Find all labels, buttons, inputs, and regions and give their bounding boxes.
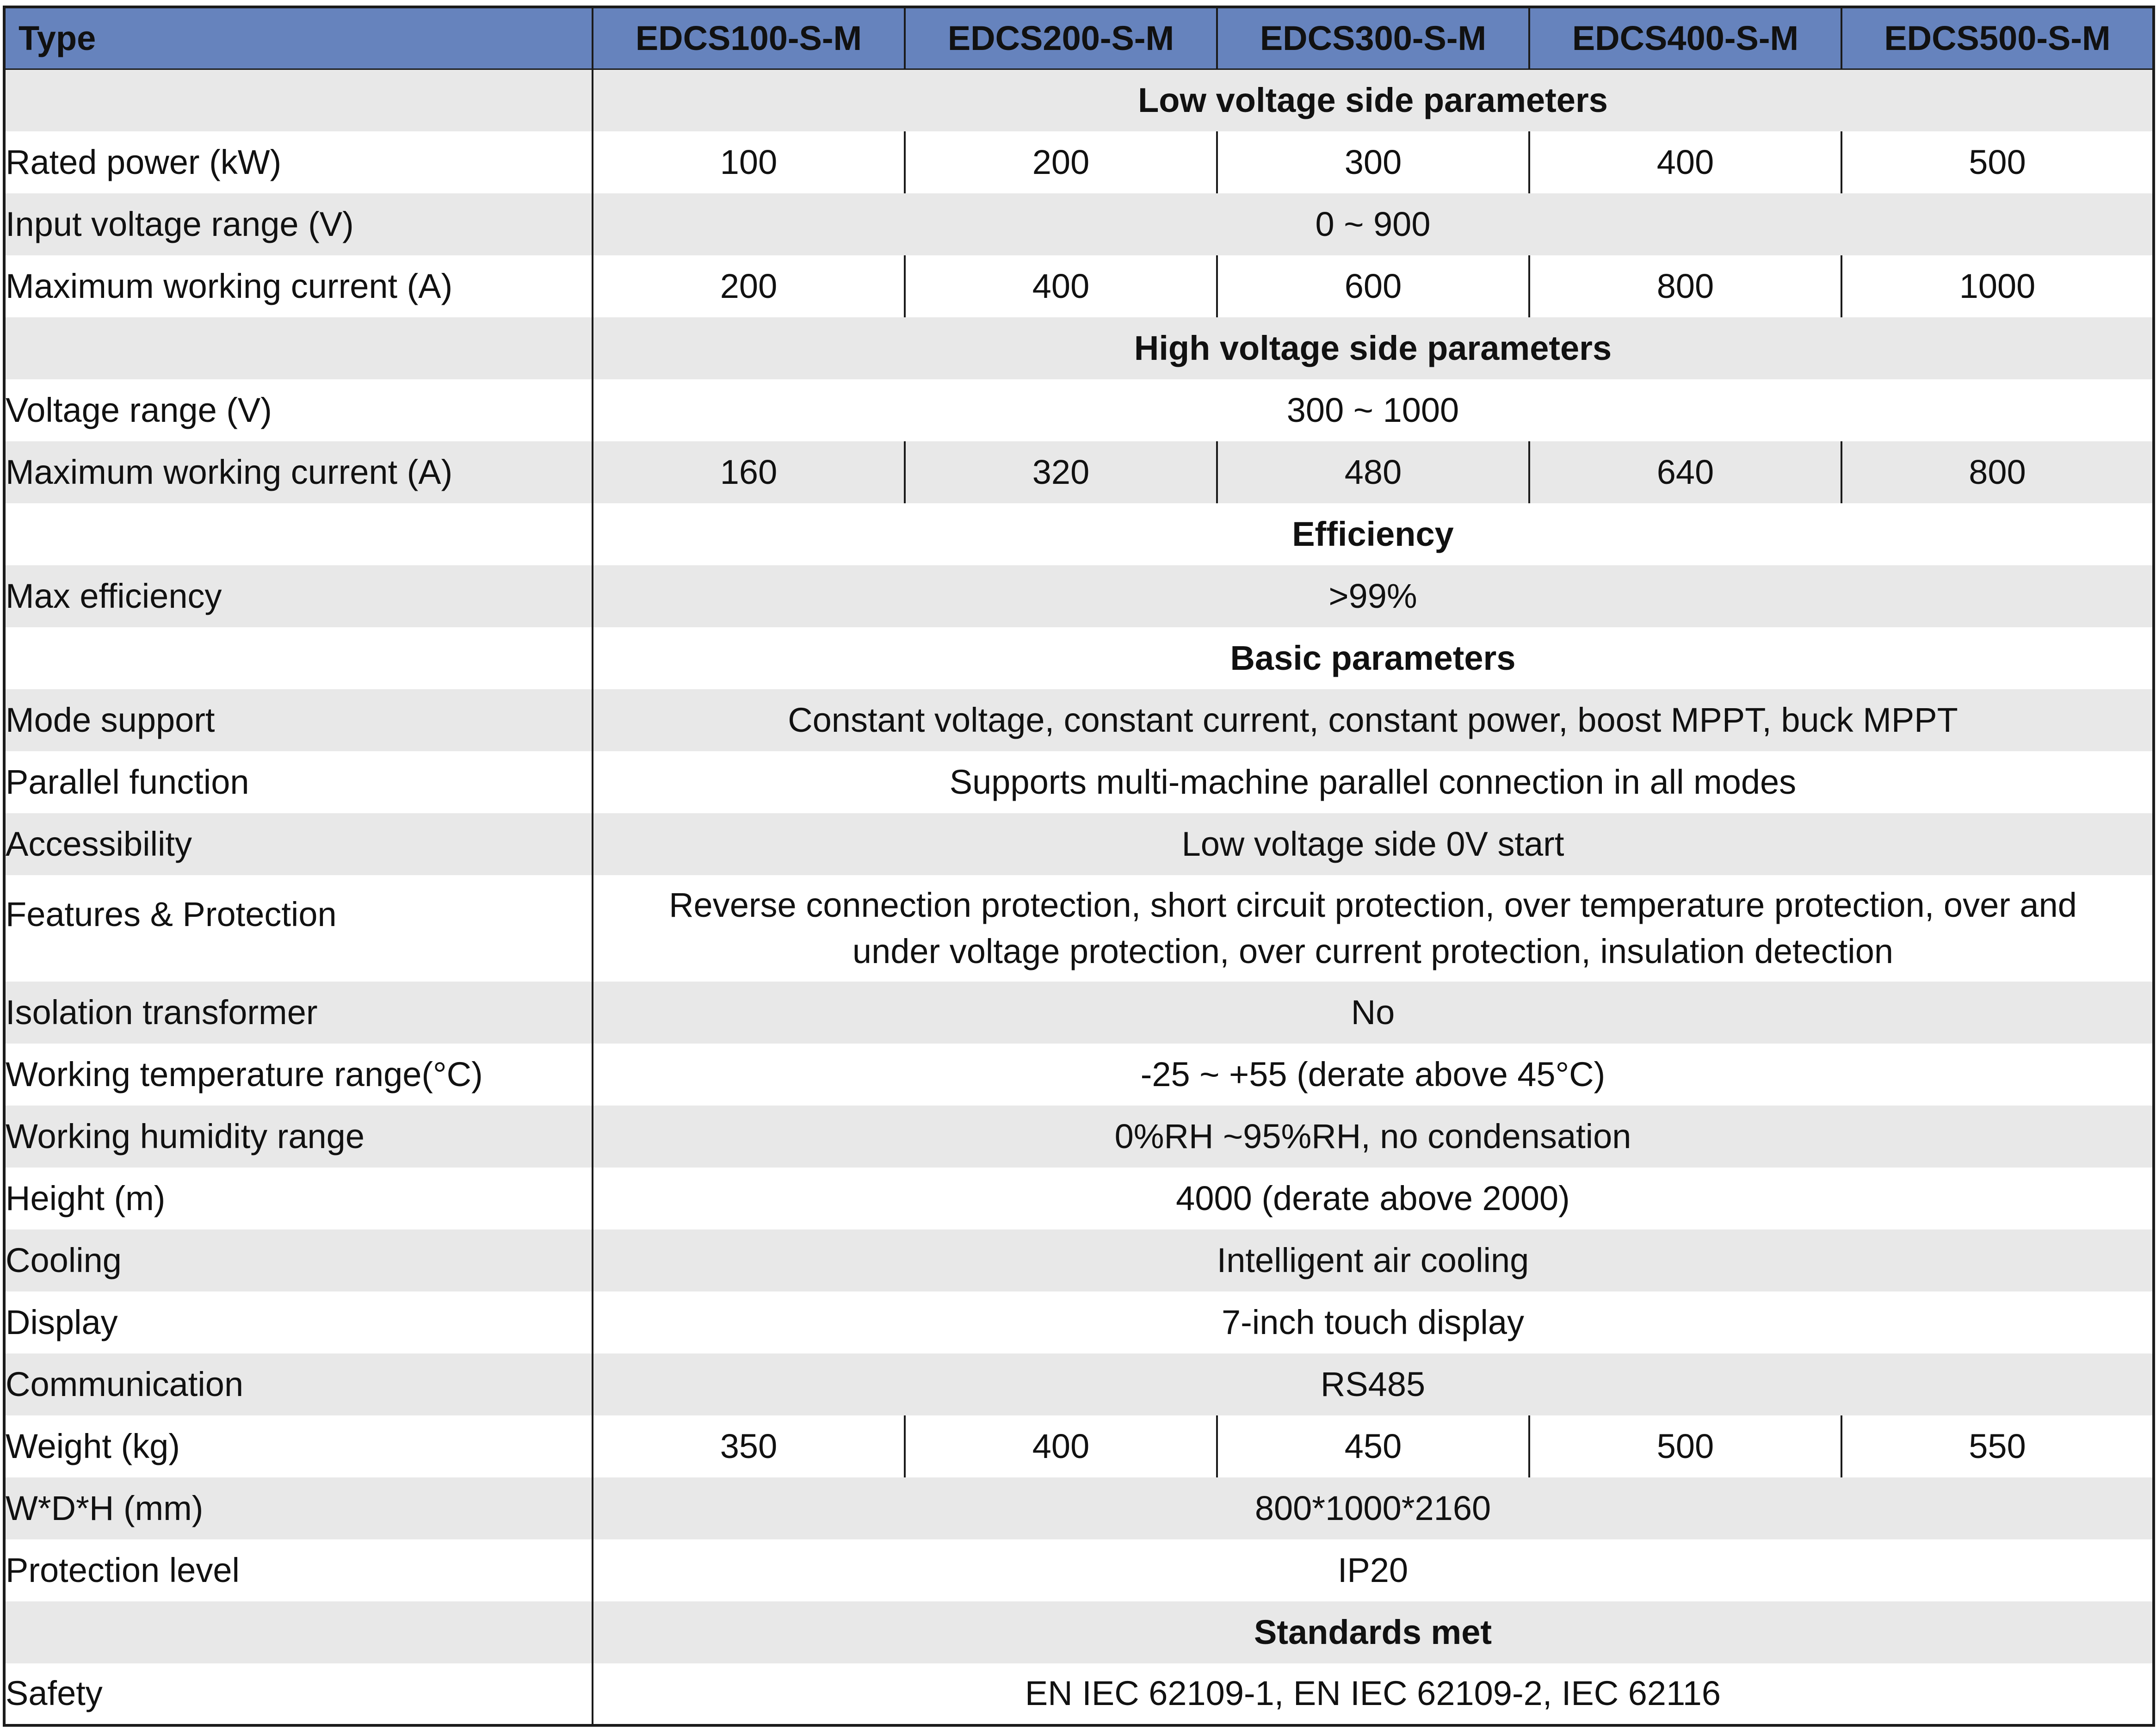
cell-value: 480 (1217, 441, 1529, 503)
row-label: Features & Protection (4, 875, 593, 982)
cell-value: 500 (1529, 1415, 1841, 1477)
cell-value: 320 (905, 441, 1217, 503)
cell-value: 300 ~ 1000 (593, 379, 2154, 441)
row-label: Input voltage range (V) (4, 193, 593, 255)
section-title-high-voltage: High voltage side parameters (593, 317, 2154, 379)
cell-value: 350 (593, 1415, 905, 1477)
row-label: Maximum working current (A) (4, 441, 593, 503)
row-label: Working temperature range(°C) (4, 1044, 593, 1106)
row-input-voltage (4, 193, 2154, 255)
section-row-standards (4, 1601, 2154, 1663)
row-height (4, 1168, 2154, 1229)
row-label: Working humidity range (4, 1106, 593, 1168)
row-parallel-function (4, 751, 2154, 813)
cell-value: -25 ~ +55 (derate above 45°C) (593, 1044, 2154, 1106)
cell-value: 0 ~ 900 (593, 193, 2154, 255)
header-model-3: EDCS300-S-M (1217, 7, 1529, 69)
cell-value: EN IEC 62109-1, EN IEC 62109-2, IEC 62116 (593, 1663, 2154, 1725)
row-safety (4, 1663, 2154, 1725)
cell-value: 200 (593, 255, 905, 317)
section-title-basic: Basic parameters (593, 627, 2154, 689)
cell-value: 200 (905, 131, 1217, 193)
cell-value: 450 (1217, 1415, 1529, 1477)
row-label: Height (m) (4, 1168, 593, 1229)
row-rated-power (4, 131, 2154, 193)
header-model-5: EDCS500-S-M (1841, 7, 2154, 69)
section-label-empty (4, 69, 593, 131)
row-label: Isolation transformer (4, 982, 593, 1044)
row-display (4, 1291, 2154, 1353)
cell-value: 7-inch touch display (593, 1291, 2154, 1353)
cell-value: 400 (1529, 131, 1841, 193)
cell-value: Low voltage side 0V start (593, 813, 2154, 875)
row-weight (4, 1415, 2154, 1477)
table-header (4, 7, 2154, 69)
cell-value: 4000 (derate above 2000) (593, 1168, 2154, 1229)
row-label: Accessibility (4, 813, 593, 875)
row-dimensions (4, 1477, 2154, 1539)
row-communication (4, 1353, 2154, 1415)
spec-table-container (3, 6, 2152, 1727)
cell-value: >99% (593, 565, 2154, 627)
cell-value: 0%RH ~95%RH, no condensation (593, 1106, 2154, 1168)
cell-value: 500 (1841, 131, 2154, 193)
cell-value: Supports multi-machine parallel connection in all modes (593, 751, 2154, 813)
section-row-basic (4, 627, 2154, 689)
section-title-standards: Standards met (593, 1601, 2154, 1663)
row-features-protection (4, 875, 2154, 982)
row-working-temperature (4, 1044, 2154, 1106)
cell-value: 600 (1217, 255, 1529, 317)
row-label: Weight (kg) (4, 1415, 593, 1477)
row-label: Parallel function (4, 751, 593, 813)
row-isolation-transformer (4, 982, 2154, 1044)
row-cooling (4, 1229, 2154, 1291)
row-working-humidity (4, 1106, 2154, 1168)
row-voltage-range (4, 379, 2154, 441)
row-label: Rated power (kW) (4, 131, 593, 193)
section-title-efficiency: Efficiency (593, 503, 2154, 565)
spec-table (3, 6, 2155, 1727)
cell-value: 160 (593, 441, 905, 503)
row-accessibility (4, 813, 2154, 875)
cell-value: 550 (1841, 1415, 2154, 1477)
row-label: Maximum working current (A) (4, 255, 593, 317)
header-model-1: EDCS100-S-M (593, 7, 905, 69)
header-model-2: EDCS200-S-M (905, 7, 1217, 69)
cell-value: Constant voltage, constant current, constant power, boost MPPT, buck MPPT (593, 689, 2154, 751)
row-protection-level (4, 1539, 2154, 1601)
cell-value: Intelligent air cooling (593, 1229, 2154, 1291)
cell-value: 300 (1217, 131, 1529, 193)
cell-value: 800*1000*2160 (593, 1477, 2154, 1539)
row-label: Communication (4, 1353, 593, 1415)
cell-value: Reverse connection protection, short circuit protection, over temperature protection, over and under voltage protection, over current protection, insulation detection (593, 875, 2154, 982)
row-label: Voltage range (V) (4, 379, 593, 441)
section-row-efficiency (4, 503, 2154, 565)
section-label-empty (4, 1601, 593, 1663)
cell-value: 400 (905, 255, 1217, 317)
row-label: Protection level (4, 1539, 593, 1601)
row-label: Max efficiency (4, 565, 593, 627)
section-row-high-voltage (4, 317, 2154, 379)
row-hv-max-current (4, 441, 2154, 503)
section-row-low-voltage (4, 69, 2154, 131)
table-body (4, 69, 2154, 1725)
row-label: Mode support (4, 689, 593, 751)
cell-value: 800 (1529, 255, 1841, 317)
cell-value: 400 (905, 1415, 1217, 1477)
cell-value: 640 (1529, 441, 1841, 503)
row-max-efficiency (4, 565, 2154, 627)
header-type-label: Type (4, 7, 593, 69)
row-label: W*D*H (mm) (4, 1477, 593, 1539)
cell-value: 1000 (1841, 255, 2154, 317)
section-label-empty (4, 317, 593, 379)
row-label: Safety (4, 1663, 593, 1725)
row-label: Cooling (4, 1229, 593, 1291)
row-label: Display (4, 1291, 593, 1353)
header-model-4: EDCS400-S-M (1529, 7, 1841, 69)
header-row (4, 7, 2154, 69)
cell-value: RS485 (593, 1353, 2154, 1415)
section-title-low-voltage: Low voltage side parameters (593, 69, 2154, 131)
row-lv-max-current (4, 255, 2154, 317)
section-label-empty (4, 503, 593, 565)
cell-value: IP20 (593, 1539, 2154, 1601)
cell-value: 100 (593, 131, 905, 193)
cell-value: 800 (1841, 441, 2154, 503)
section-label-empty (4, 627, 593, 689)
row-mode-support (4, 689, 2154, 751)
cell-value: No (593, 982, 2154, 1044)
